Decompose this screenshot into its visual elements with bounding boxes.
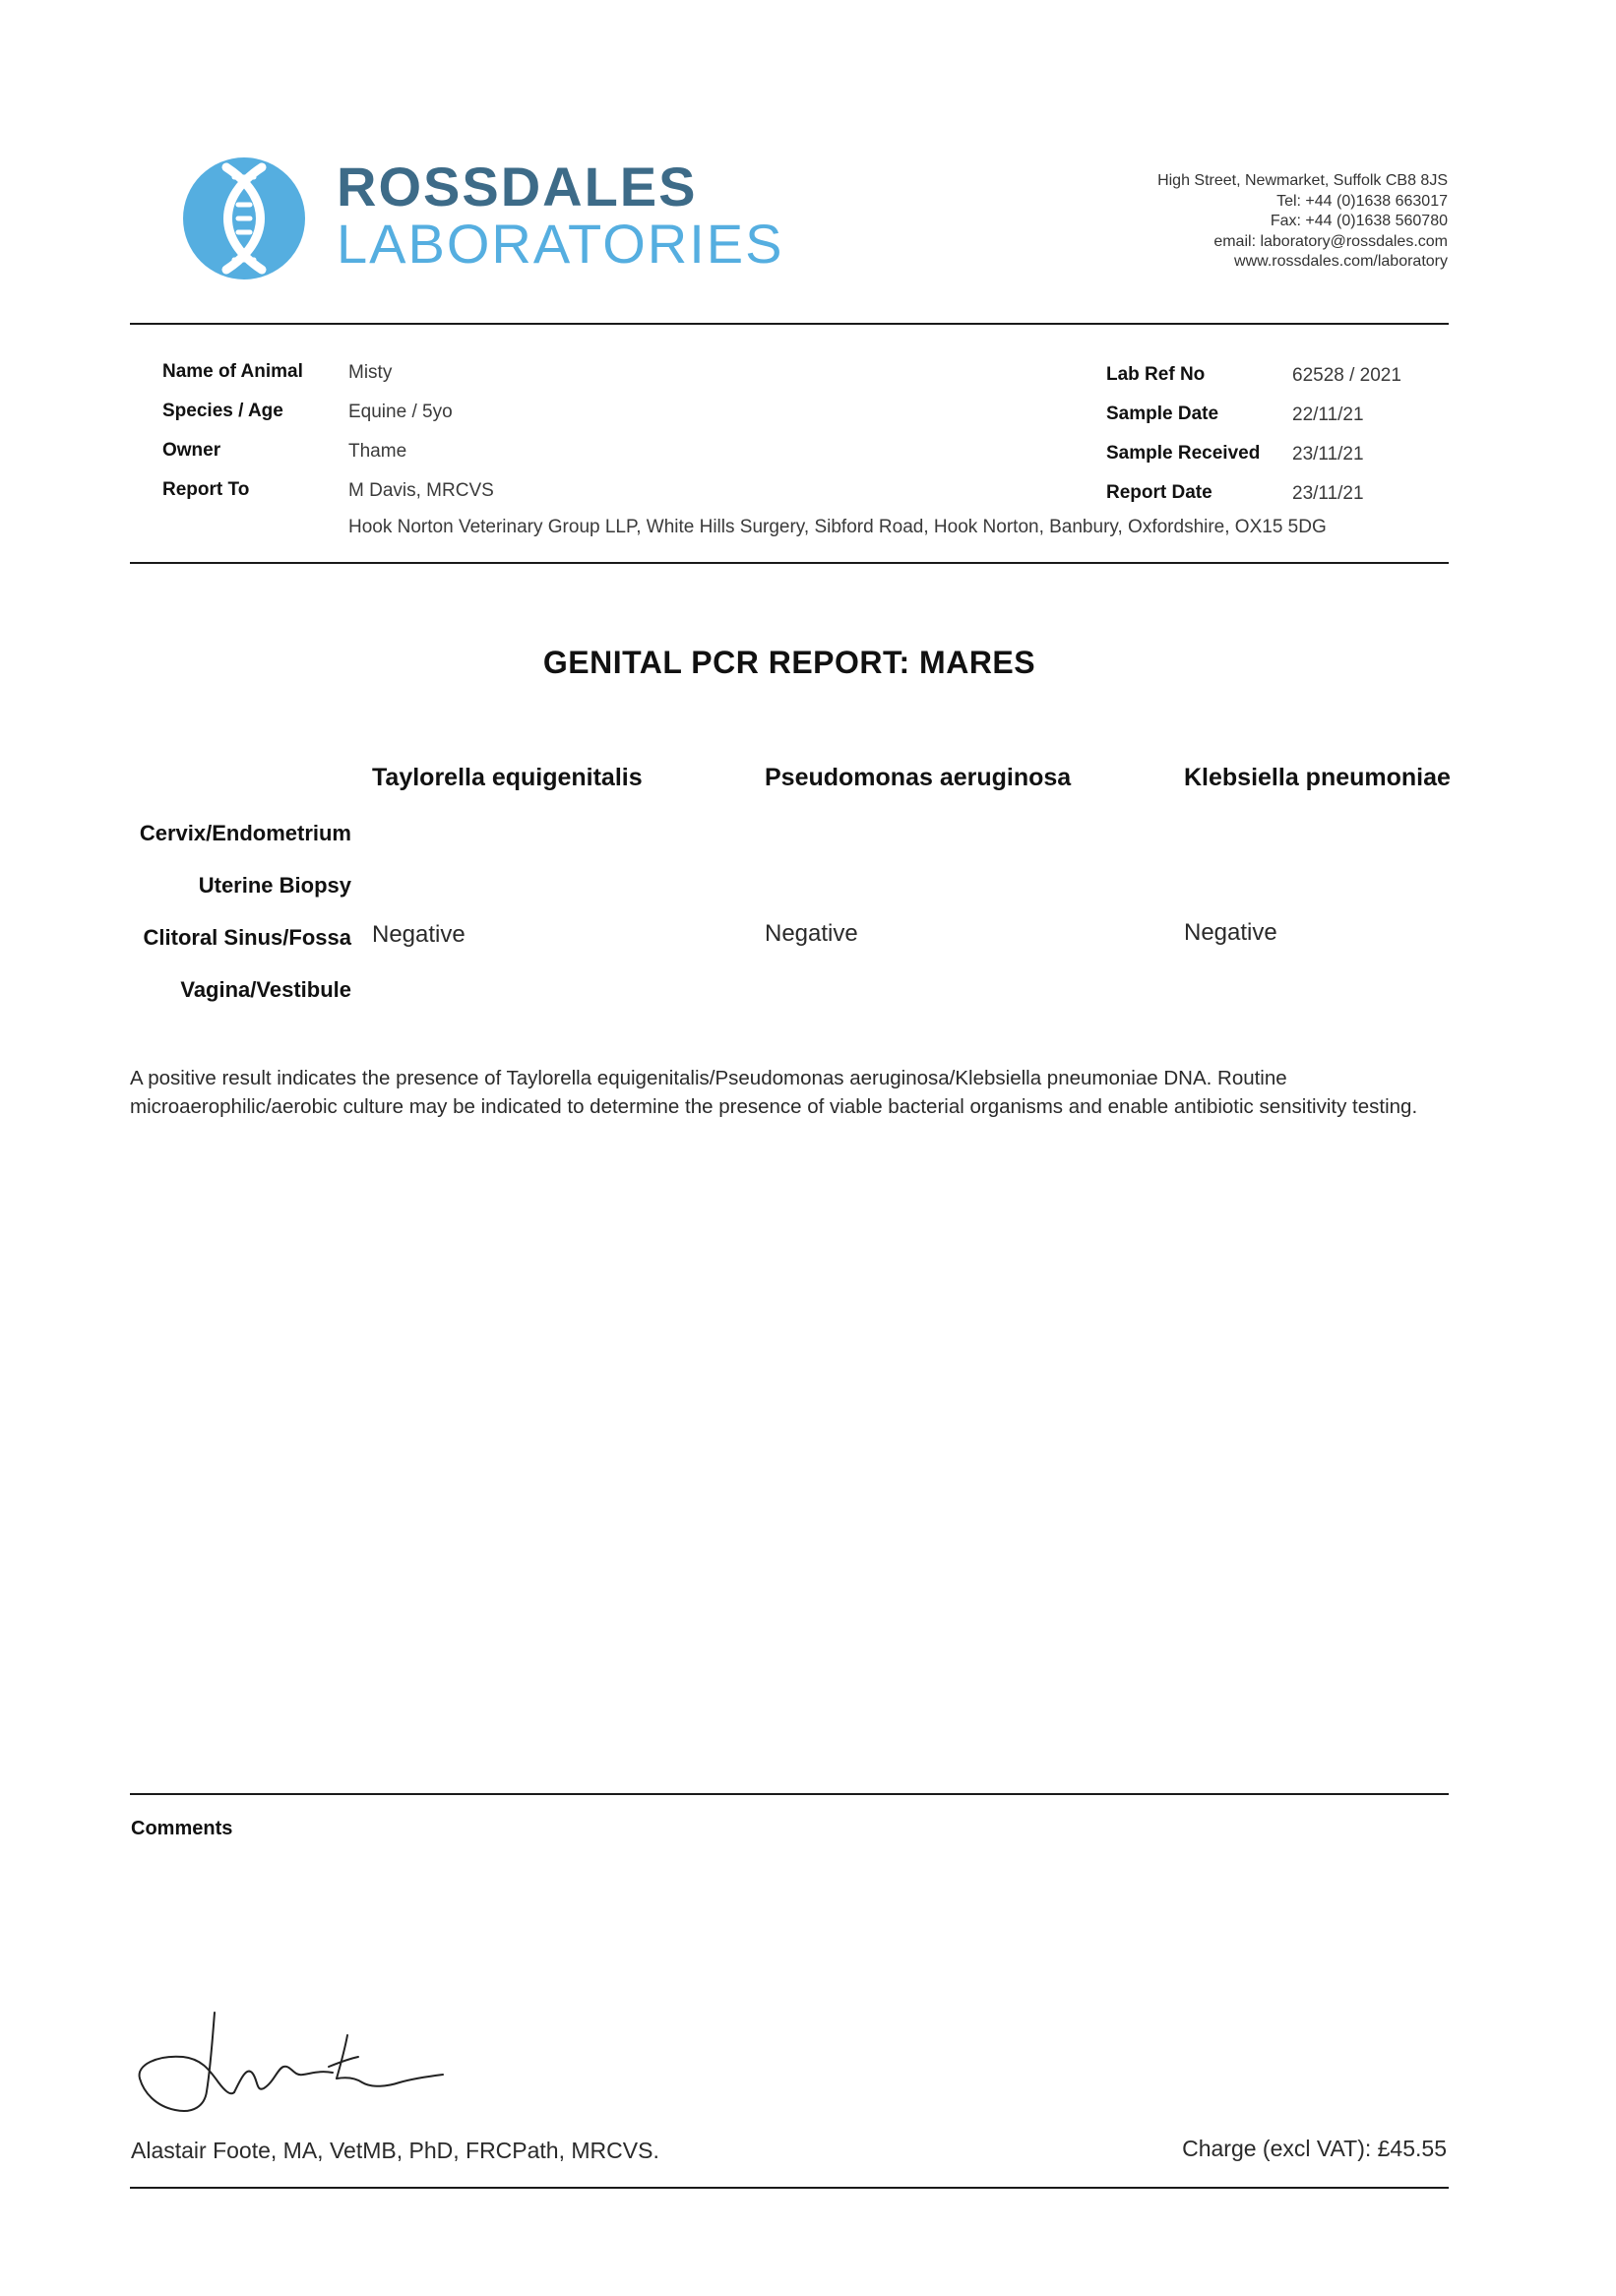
row-label-clitoral-sinus-fossa: Clitoral Sinus/Fossa — [143, 925, 351, 950]
report-to-value: M Davis, MRCVS — [348, 480, 494, 501]
brand-name-line2: LABORATORIES — [337, 213, 784, 275]
practice-address: Hook Norton Veterinary Group LLP, White Hills Surgery, Sibford Road, Hook Norton, Banbury, Oxfordshire, OX15 5DG — [348, 517, 1327, 537]
result-interpretation-note: A positive result indicates the presence of Taylorella equigenitalis/Pseudomonas aeruginosa/Klebsiella pneumoniae DNA. Routine microaerophilic/aerobic culture may be indicated to determine the presence of viable bacterial organisms and enable antibiotic sensitivity testing. — [130, 1067, 1418, 1118]
comments-divider — [130, 1793, 1449, 1795]
report-to-label: Report To — [162, 479, 250, 500]
row-label-vagina-vestibule: Vagina/Vestibule — [180, 977, 351, 1002]
signature — [136, 2008, 475, 2126]
info-divider — [130, 562, 1449, 564]
sample-received-value: 23/11/21 — [1292, 444, 1364, 465]
column-header-taylorella: Taylorella equigenitalis — [372, 764, 643, 791]
brand-name-line1: ROSSDALES — [337, 155, 698, 217]
footer-divider — [130, 2187, 1449, 2189]
charge-amount: Charge (excl VAT): £45.55 — [1182, 2136, 1447, 2161]
comments-label: Comments — [131, 1818, 233, 1839]
row-label-cervix-endometrium: Cervix/Endometrium — [139, 821, 351, 845]
dna-helix-icon — [183, 157, 305, 279]
column-header-pseudomonas: Pseudomonas aeruginosa — [765, 764, 1072, 791]
owner-value: Thame — [348, 441, 407, 462]
lab-website: www.rossdales.com/laboratory — [1234, 253, 1448, 270]
report-title: GENITAL PCR REPORT: MARES — [542, 645, 1036, 680]
sample-received-label: Sample Received — [1106, 443, 1261, 464]
result-taylorella-clitoral: Negative — [372, 921, 466, 948]
species-age-label: Species / Age — [162, 401, 283, 421]
report-date-label: Report Date — [1106, 482, 1212, 503]
lab-fax: Fax: +44 (0)1638 560780 — [1270, 213, 1448, 229]
row-label-uterine-biopsy: Uterine Biopsy — [198, 873, 351, 898]
animal-name-value: Misty — [348, 362, 393, 383]
lab-contact-block — [1157, 171, 1448, 273]
result-klebsiella-clitoral: Negative — [1184, 919, 1277, 946]
owner-label: Owner — [162, 440, 221, 461]
lab-ref-label: Lab Ref No — [1106, 364, 1206, 385]
sample-date-value: 22/11/21 — [1292, 404, 1364, 425]
species-age-value: Equine / 5yo — [348, 402, 453, 422]
column-header-klebsiella: Klebsiella pneumoniae — [1184, 764, 1451, 791]
lab-ref-value: 62528 / 2021 — [1292, 365, 1401, 386]
result-pseudomonas-clitoral: Negative — [765, 920, 858, 947]
animal-name-label: Name of Animal — [162, 361, 303, 382]
signatory-name: Alastair Foote, MA, VetMB, PhD, FRCPath, MRCVS. — [131, 2138, 659, 2163]
sample-date-label: Sample Date — [1106, 403, 1219, 424]
header-divider — [130, 323, 1449, 325]
lab-address: High Street, Newmarket, Suffolk CB8 8JS — [1157, 172, 1448, 189]
lab-telephone: Tel: +44 (0)1638 663017 — [1276, 192, 1448, 210]
lab-email: email: laboratory@rossdales.com — [1213, 232, 1448, 250]
report-date-value: 23/11/21 — [1292, 483, 1364, 504]
